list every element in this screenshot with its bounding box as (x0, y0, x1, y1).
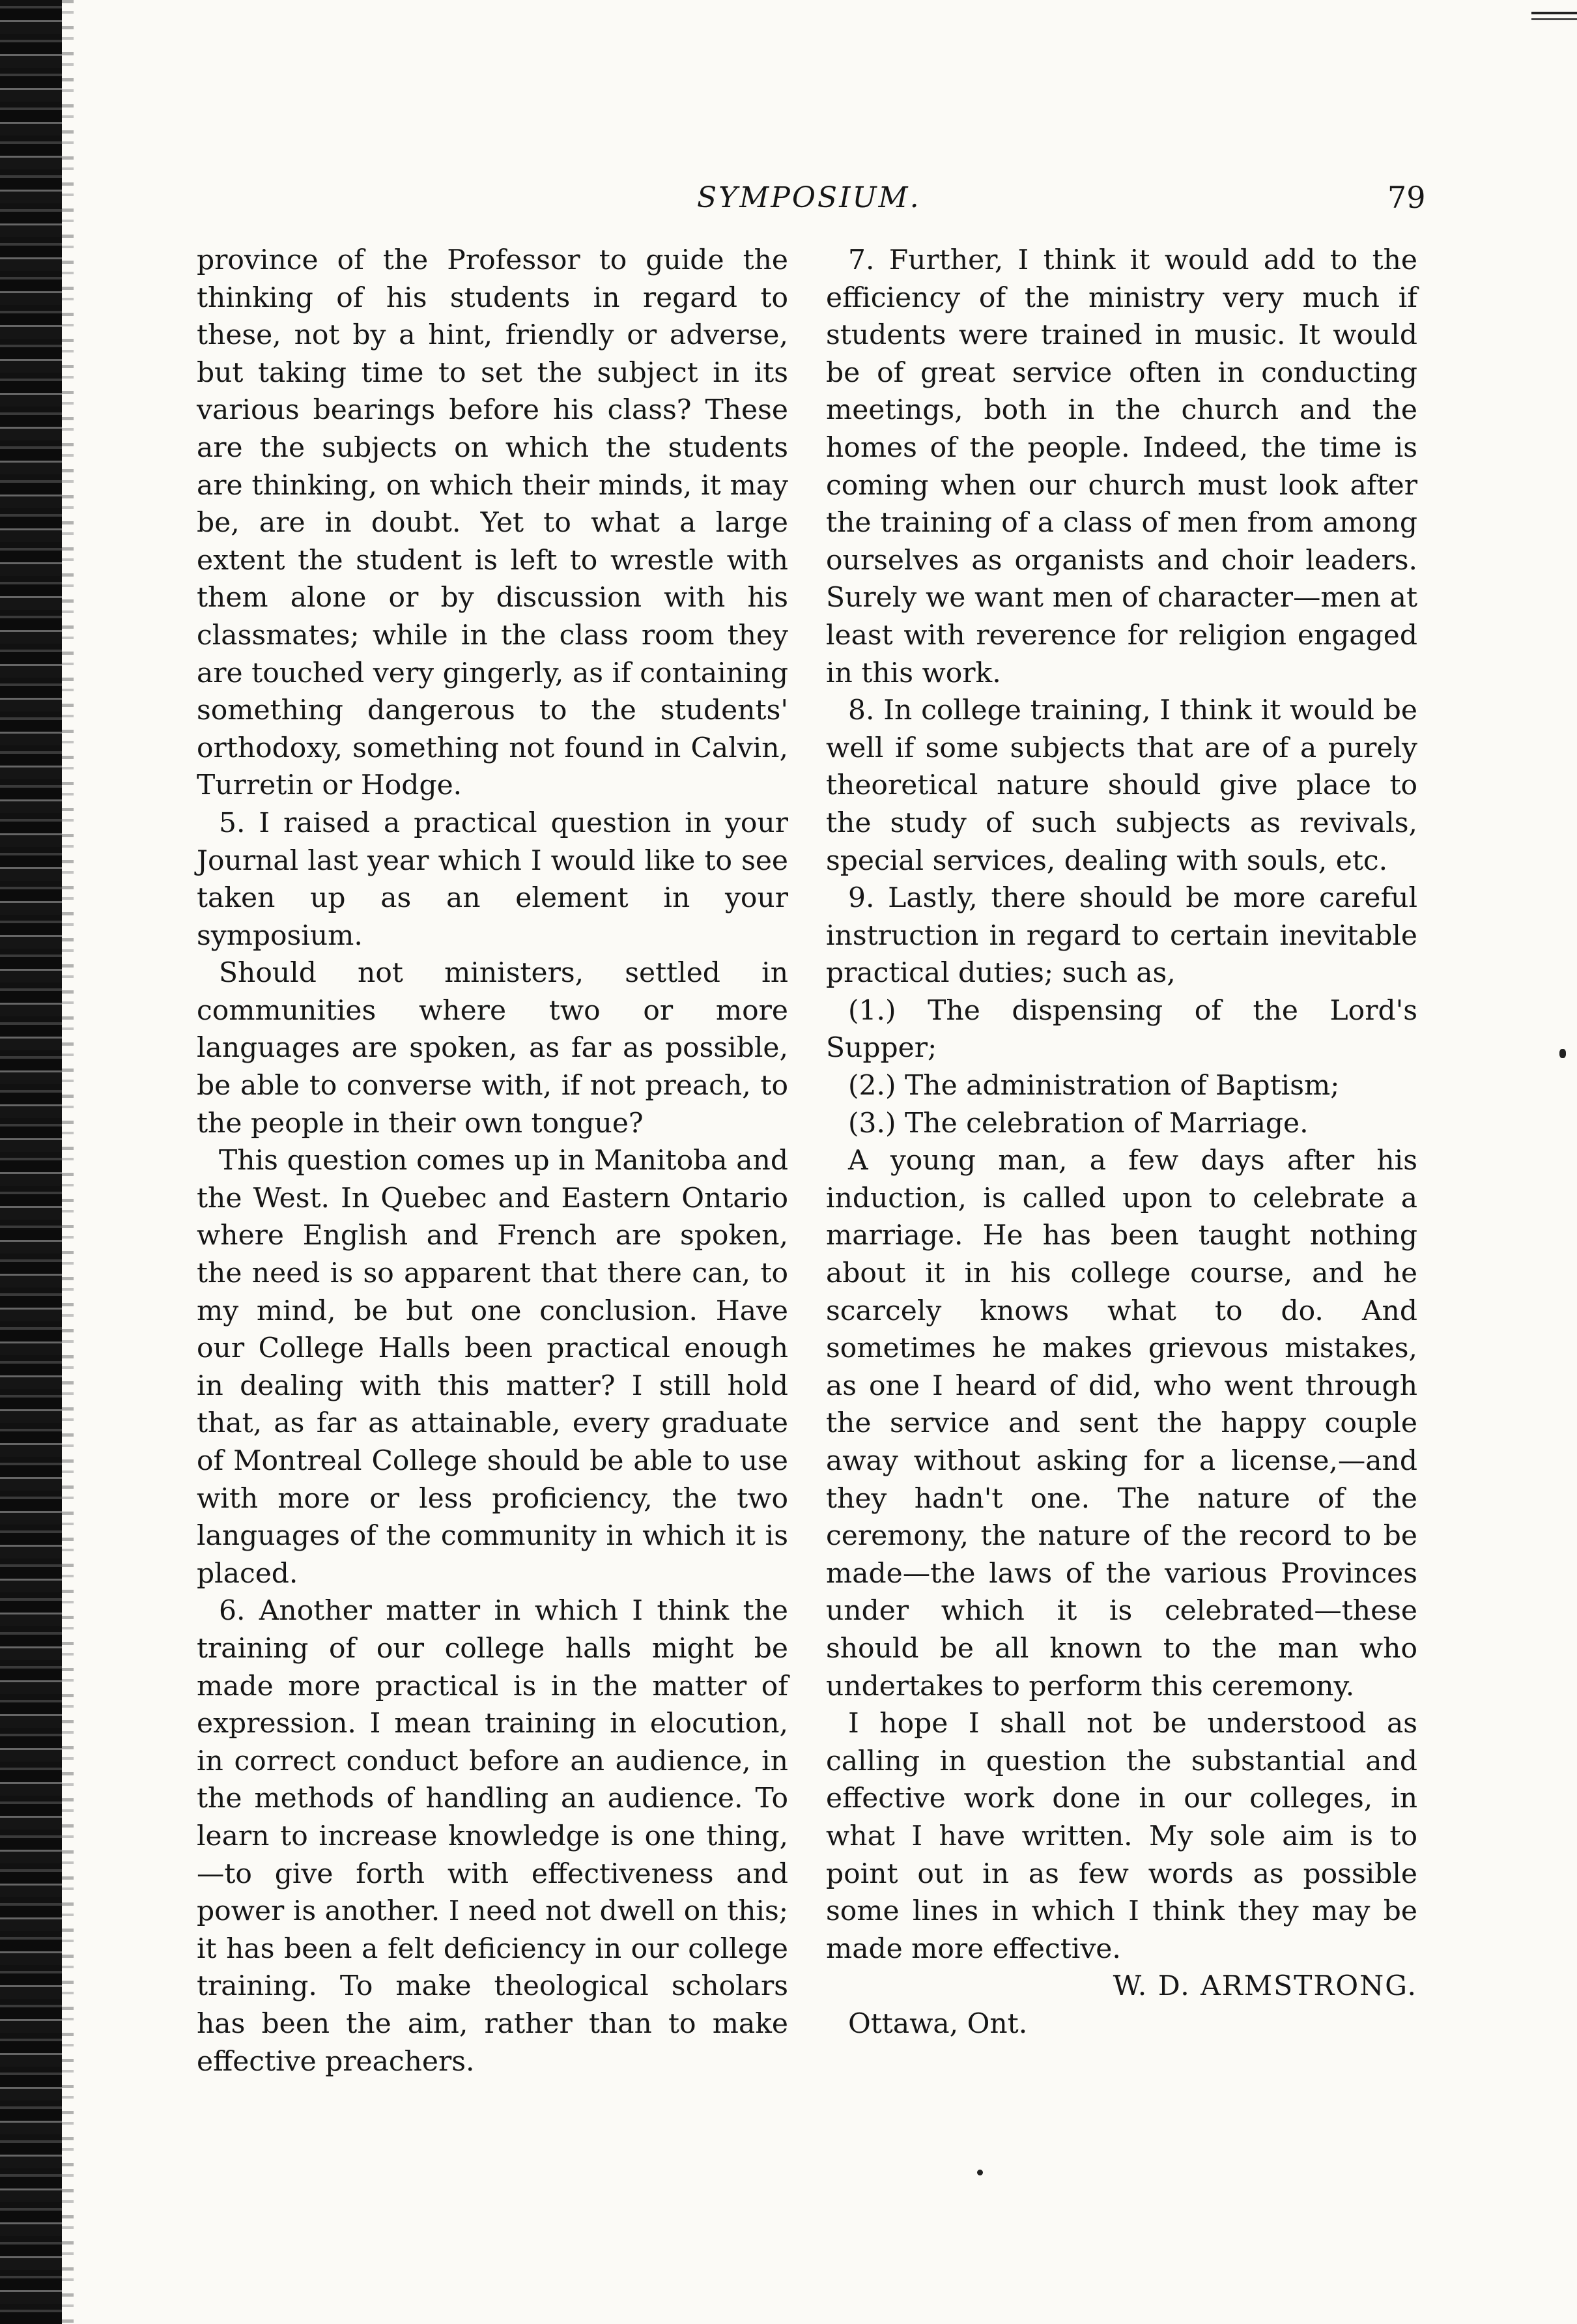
paragraph: 8. In college training, I think it would be well if some subjects that are of a purely theoretical nature should give place to the study of such subjects as revivals, special services, dealing with souls, etc. (826, 694, 1417, 876)
scan-corner-mark (1531, 12, 1577, 14)
paragraph: A young man, a few days after his induction, is called upon to celebrate a marriage. He has been taught nothing about it in his college course, and he scarcely knows what to do. And sometimes he makes grievous mistakes, as one I heard of did, who went through the service and sent the happy couple away without asking for a license,—and they hadn't one. The nature of the ceremony, the nature of the record to be made—the laws of the various Provinces under which it is celebrated—these should be all known to the man who undertakes to perform this ceremony. (826, 1144, 1417, 1702)
paragraph: 6. Another matter in which I think the training of our college halls might be made more practical is in the matter of expression. I mean training in elocution, in correct conduct before an audience, in the methods of handling an audience. To learn to increase knowledge is one thing,—to give forth with effectiveness and power is another. I need not dwell on this; it has been a felt deficiency in our college training. To make theological scholars has been the aim, rather than to make effective preachers. (197, 1594, 788, 2077)
scan-speck-bottom (977, 2170, 983, 2175)
paragraph: 9. Lastly, there should be more careful instruction in regard to certain inevitable practical duties; such as, (826, 882, 1417, 989)
running-title: SYMPOSIUM. (697, 181, 921, 214)
right-column (826, 241, 1417, 2043)
author-signature: W. D. ARMSTRONG. (1113, 1970, 1417, 2002)
page-number: 79 (1387, 180, 1426, 215)
paragraph: 7. Further, I think it would add to the efficiency of the ministry very much if students were trained in music. It would be of great service often in conducting meetings, both in the church and the homes of the people. Indeed, the time is coming when our church must look after the training of a class of men from among ourselves as organists and choir leaders. Surely we want men of character—men at least with reverence for religion engaged in this work. (826, 244, 1417, 689)
paragraph: (1.) The dispensing of the Lord's Supper; (826, 994, 1417, 1064)
paragraph: (3.) The celebration of Marriage. (848, 1106, 1309, 1139)
paragraph: I hope I shall not be understood as calling in question the substantial and effective work done in our colleges, in what I have written. My sole aim is to point out in as few words as possible some lines in which I think they may be made more effective. (826, 1707, 1417, 1964)
scan-corner-mark-2 (1531, 18, 1577, 20)
paragraph: 5. I raised a practical question in your Journal last year which I would like to see taken up as an element in your symposium. (197, 806, 788, 951)
paragraph: This question comes up in Manitoba and the West. In Quebec and Eastern Ontario where English and French are spoken, the need is so apparent that there can, to my mind, be but one conclusion. Have our College Halls been practical enough in dealing with this matter? I still hold that, as far as attainable, every graduate of Montreal College should be able to use with more or less proficiency, the two languages of the community in which it is placed. (197, 1144, 788, 1589)
author-location: Ottawa, Ont. (848, 2007, 1028, 2039)
left-column (197, 241, 788, 2080)
scan-speck (1559, 1049, 1566, 1058)
paragraph: Should not ministers, settled in communities where two or more languages are spoken, as far as possible, be able to converse with, if not preach, to the people in their own tongue? (197, 956, 788, 1139)
paragraph: (2.) The administration of Baptism; (848, 1069, 1340, 1102)
page-binding-edge (0, 0, 62, 2324)
paragraph: province of the Professor to guide the thinking of his students in regard to these, not by a hint, friendly or adverse, but taking time to set the subject in its various bearings before his class? These are the subjects on which the students are thinking, on which their minds, it may be, are in doubt. Yet to what a large extent the student is left to wrestle with them alone or by discussion with his classmates; while in the class room they are touched very gingerly, as if containing something dangerous to the students' orthodoxy, something not found in Calvin, Turretin or Hodge. (197, 244, 788, 801)
page-binding-shadow (62, 0, 74, 2324)
